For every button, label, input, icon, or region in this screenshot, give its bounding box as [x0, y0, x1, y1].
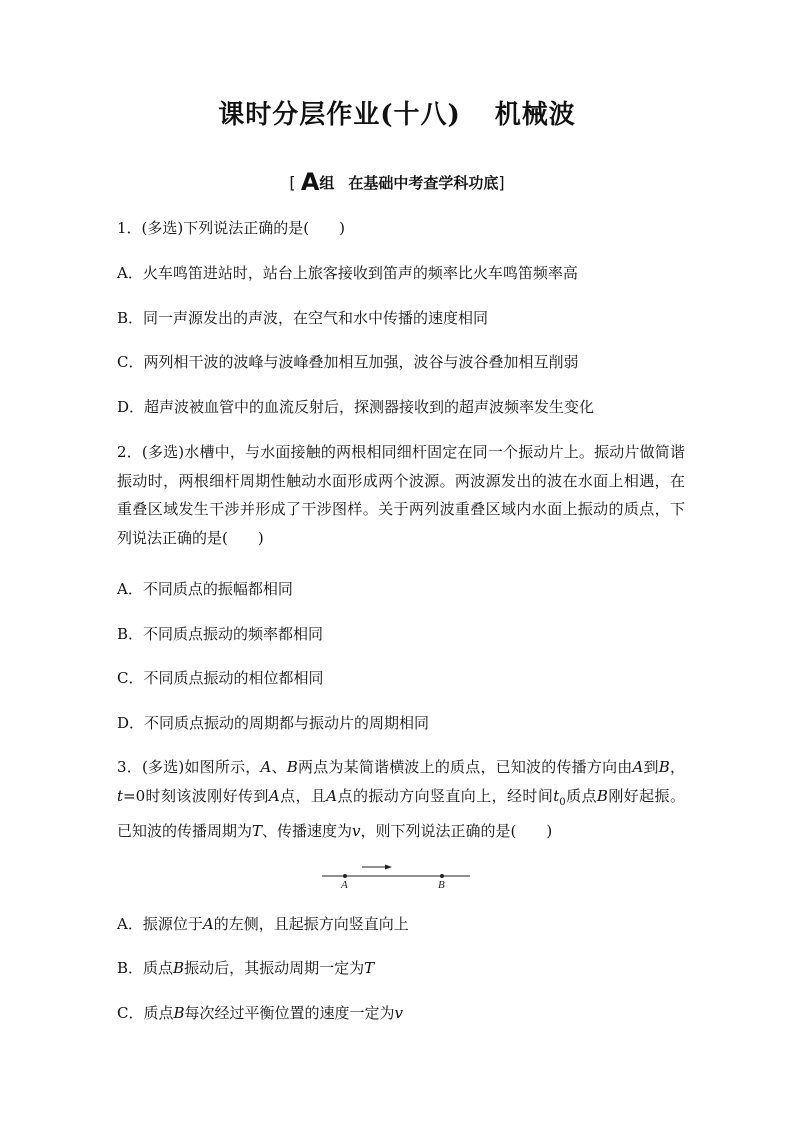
q3-option-c	[117, 1003, 687, 1023]
page-title	[0, 94, 794, 131]
q3-a-text: A．振源位于	[117, 915, 203, 933]
group-letter: A	[300, 168, 320, 196]
q3-b-text: B．质点	[117, 959, 174, 977]
q3-c-var: B	[173, 1004, 185, 1022]
wave-figure	[322, 862, 472, 892]
title-topic: 机械波	[494, 100, 576, 130]
q3-b-var: B	[173, 959, 185, 977]
point-a-label: A	[341, 879, 348, 891]
point-b-dot	[440, 874, 444, 878]
q3-text: 两点为某简谐横波上的质点，已知波的传播方向由	[297, 758, 633, 776]
q3-var-velocity: v	[352, 822, 361, 840]
q3-var-t: t	[117, 786, 124, 805]
point-a-dot	[343, 874, 347, 878]
q2-stem: 2．(多选)水槽中，与水面接触的两根相同细杆固定在同一个振动片上。振动片做简谐振动时，两根细杆周期性触动水面形成两个波源。两波源发出的波在水面上相遇，在重叠区域发生干涉并形成了干涉图样。关于两列波重叠区域内水面上振动的质点，下列说法正确的是( )	[117, 443, 685, 547]
q3-var-t0: t	[553, 786, 560, 805]
group-label: 组	[319, 174, 335, 192]
q3-var-b: B	[286, 758, 298, 776]
q3-var-b: B	[596, 786, 608, 805]
point-b-label: B	[438, 879, 445, 891]
q3-c-var-velocity: v	[394, 1004, 404, 1022]
q3-b-var-period: T	[364, 959, 375, 977]
group-subtitle: 在基础中考查学科功底	[348, 174, 499, 192]
title-main: 课时分层作业(十八)	[218, 100, 461, 130]
q3-text: 点的振动方向竖直向上，经时间	[337, 786, 554, 805]
q3-var-a: A	[260, 758, 272, 776]
q2-option-c: C．不同质点振动的相位都相同	[117, 669, 324, 687]
q2-option-b: B．不同质点振动的频率都相同	[117, 625, 324, 643]
q3-option-a	[117, 914, 687, 934]
q3-var-b: B	[658, 758, 670, 776]
q1-option-d: D．超声波被血管中的血流反射后，探测器接收到的超声波频率发生变化	[117, 398, 595, 416]
q3-text: 质点	[565, 786, 597, 805]
q3-text: ，则下列说法正确的是( )	[360, 822, 553, 840]
q1-option-b: B．同一声源发出的声波，在空气和水中传播的速度相同	[117, 309, 489, 327]
q3-stem	[117, 753, 685, 846]
q3-option-b	[117, 958, 687, 978]
q3-var-period: T	[252, 822, 263, 840]
group-close-bracket: ]	[498, 173, 505, 192]
q3-c-text: 每次经过平衡位置的速度一定为	[184, 1004, 395, 1022]
q2-option-d: D．不同质点振动的周期都与振动片的周期相同	[117, 714, 430, 732]
q3-text: 、	[271, 758, 287, 776]
q3-text: 到	[643, 758, 659, 776]
propagation-arrow-head	[385, 865, 392, 870]
q1-option-c: C．两列相干波的波峰与波峰叠加相互加强，波谷与波谷叠加相互削弱	[117, 353, 579, 371]
q1-option-a: A．火车鸣笛进站时，站台上旅客接收到笛声的频率比火车鸣笛频率高	[117, 264, 578, 282]
q3-text: 刚好起振。已知波的传播周期为	[117, 786, 685, 840]
q3-var-a: A	[632, 758, 644, 776]
q3-c-text: C．质点	[117, 1004, 174, 1022]
q3-text: 、传播速度为	[262, 822, 353, 840]
q3-a-text: 的左侧，且起振方向竖直向上	[213, 915, 409, 933]
q3-text: =0时刻该波刚好传到	[123, 786, 269, 805]
q3-a-var: A	[202, 915, 214, 933]
q3-b-text: 振动后，其振动周期一定为	[184, 959, 365, 977]
q2-option-a: A．不同质点的振幅都相同	[117, 580, 293, 598]
q1-stem: 1．(多选)下列说法正确的是( )	[117, 219, 345, 237]
q3-text: 3．(多选)如图所示，	[117, 758, 261, 776]
q3-text: 点，且	[279, 786, 327, 805]
q3-var-a: A	[326, 786, 338, 805]
q3-var-t0-subscript: 0	[559, 796, 566, 808]
q3-text: ，	[669, 758, 685, 776]
group-open-bracket: [	[289, 173, 296, 192]
q3-var-a: A	[268, 786, 280, 805]
group-header	[0, 168, 794, 196]
